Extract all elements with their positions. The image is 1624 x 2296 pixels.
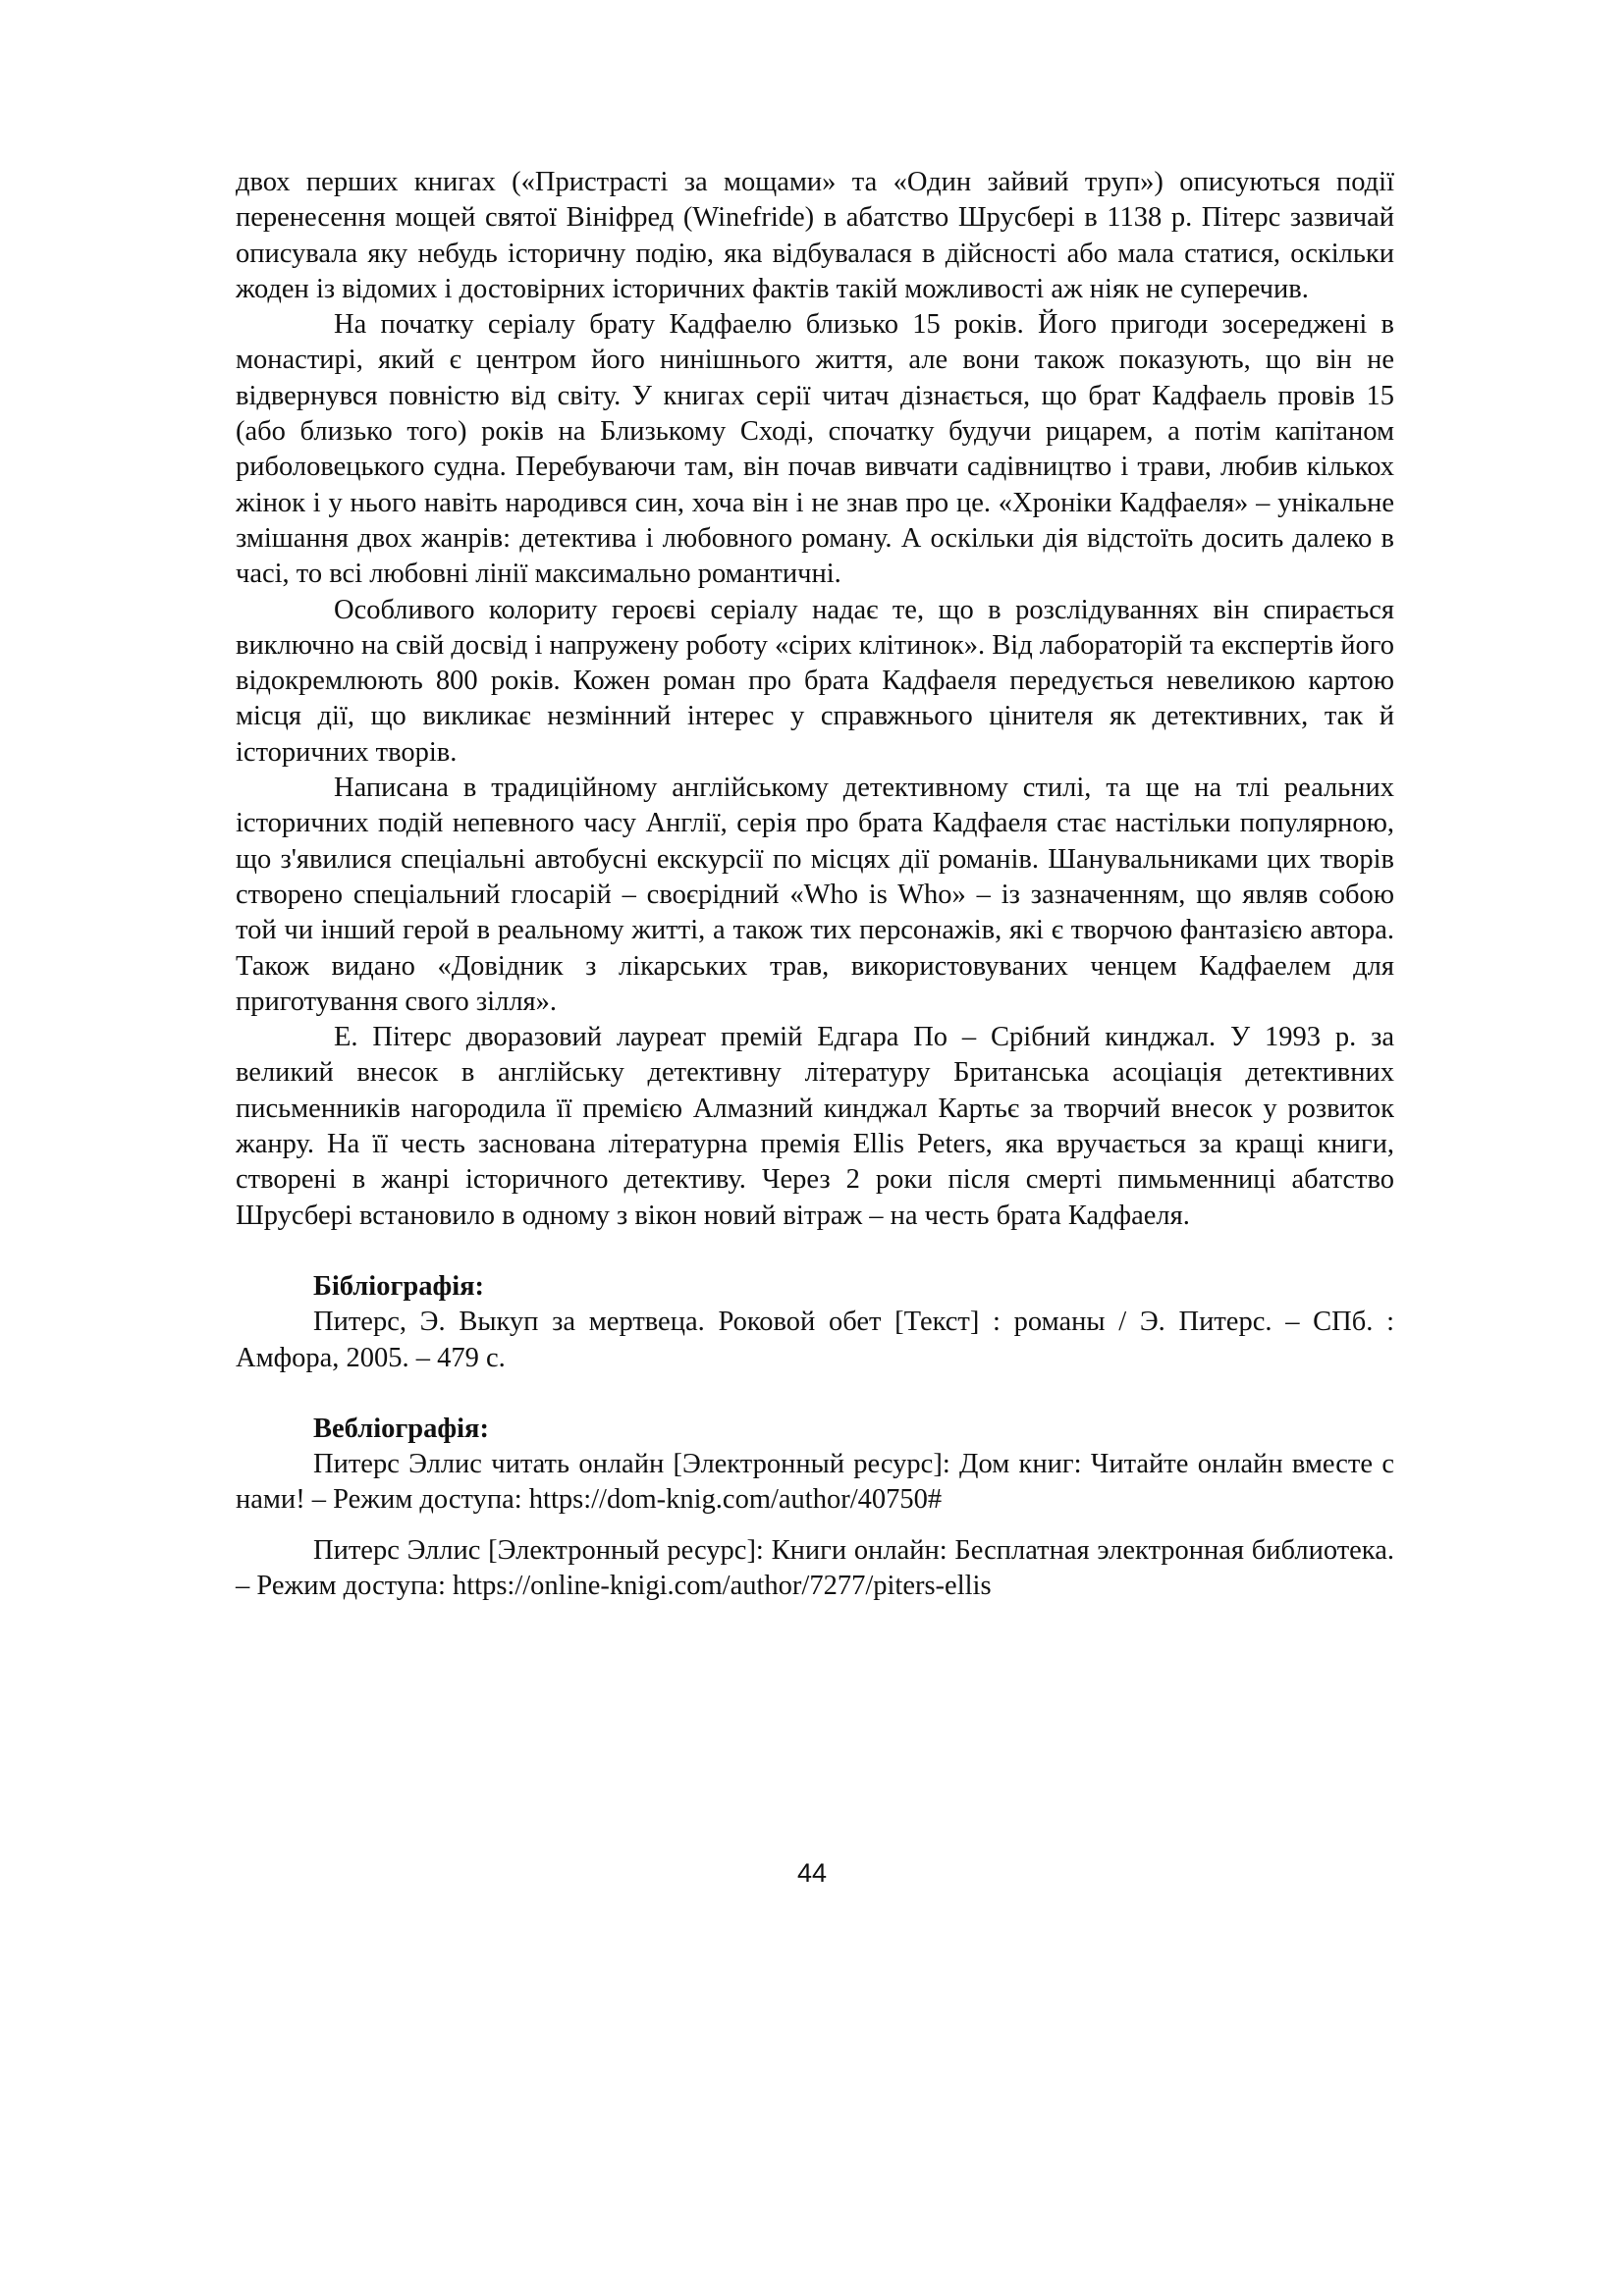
body-paragraph-3: Особливого колориту героєві серіалу надає те, що в розслідуваннях він спирається виключно на свій досвід і напружену роботу «сірих клітинок». Від лабораторій та експертів його відокремлюють 800 років. Кожен роман про брата Кадфаеля передується невеликою картою місця дії, що викликає незмінний інтерес у справжнього цінителя як детективних, так й історичних творів. — [236, 594, 1394, 768]
bibliography-heading: Бібліографія: — [313, 1270, 485, 1302]
document-page — [236, 165, 1394, 1604]
webliography-entry-2: Питерс Эллис [Электронный ресурс]: Книги онлайн: Бесплатная электронная библиотека. – Режим доступа: https://online-knigi.com/author/7277/piters-ellis — [236, 1534, 1394, 1601]
body-paragraph-5: Е. Пітерс дворазовий лауреат премій Едгара По – Срібний кинджал. У 1993 р. за великий внесок в англійську детективну літературу Британська асоціація детективних письменників нагородила її премією Алмазний кинджал Картьє за творчий внесок у розвиток жанру. На її честь заснована літературна премія Ellis Peters, яка вручається за кращі книги, створені в жанрі історичного детективу. Через 2 роки після смерті пимьменниці абатство Шрусбері встановило в одному з вікон новий вітраж – на честь брата Кадфаеля. — [236, 1022, 1394, 1231]
webliography-entry-1: Питерс Эллис читать онлайн [Электронный ресурс]: Дом книг: Читайте онлайн вместе с нами! – Режим доступа: https://dom-knig.com/author/40750# — [236, 1449, 1394, 1516]
page-number: 44 — [796, 1858, 828, 1888]
body-paragraph-2: На початку серіалу брату Кадфаелю близько 15 років. Його пригоди зосереджені в монастирі, який є центром його нинішнього життя, але вони також показують, що він не відвернувся повністю від світу. У книгах серії читач дізнається, що брат Кадфаель провів 15 (або близько того) років на Близькому Сході, спочатку будучи рицарем, а потім капітаном риболовецького судна. Перебуваючи там, він почав вивчати садівництво і трави, любив кількох жінок і у нього навіть народився син, хоча він і не знав про це. «Хроніки Кадфаеля» – унікальне змішання двох жанрів: детектива і любовного роману. А оскільки дія відстоїть досить далеко в часі, то всі любовні лінії максимально романтичні. — [236, 309, 1394, 590]
webliography-heading: Вебліографія: — [313, 1413, 489, 1444]
body-paragraph-1: двох перших книгах («Пристрасті за мощами» та «Один зайвий труп») описуються події перенесення мощей святої Вініфред (Winefride) в абатство Шрусбері в 1138 р. Пітерс зазвичай описувала яку небудь історичну подію, яка відбувалася в дійсності або мала статися, оскільки жоден із відомих і достовірних історичних фактів такій можливості аж ніяк не суперечив. — [236, 167, 1394, 304]
body-paragraph-4: Написана в традиційному англійському детективному стилі, та ще на тлі реальних історичних подій непевного часу Англії, серія про брата Кадфаеля стає настільки популярною, що з'явилися спеціальні автобусні екскурсії по місцях дії романів. Шанувальниками цих творів створено спеціальний глосарій – своєрідний «Who is Who» – із зазначенням, що являв собою той чи інший герой в реальному житті, а також тих персонажів, які є творчою фантазією автора. Також видано «Довідник з лікарських трав, використовуваних ченцем Кадфаелем для приготування свого зілля». — [236, 773, 1394, 1017]
bibliography-entry: Питерс, Э. Выкуп за мертвеца. Роковой обет [Текст] : романы / Э. Питерс. – СПб. : Амфора, 2005. – 479 с. — [236, 1307, 1394, 1373]
